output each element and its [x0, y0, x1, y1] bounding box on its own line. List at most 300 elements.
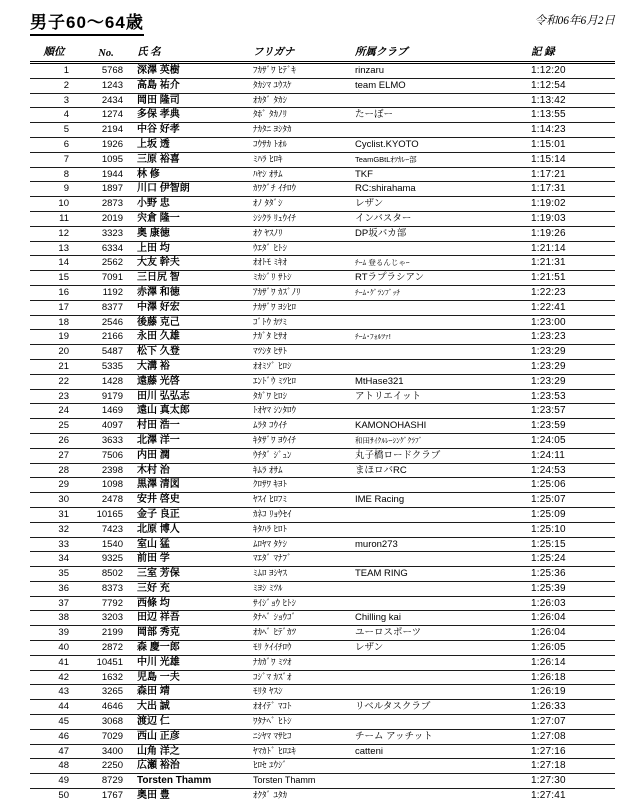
kana-cell: ﾑﾗﾀ ｺｳｲﾁ — [250, 419, 352, 434]
col-header-club: 所属クラブ — [352, 44, 528, 63]
name-cell: 森田 靖 — [134, 685, 250, 700]
no-cell: 5335 — [78, 359, 134, 374]
rank-cell: 44 — [30, 700, 78, 715]
kana-cell: ｻｲｼﾞｮｳ ﾋﾄｼ — [250, 596, 352, 611]
club-cell — [352, 670, 528, 685]
name-cell: 三室 芳保 — [134, 567, 250, 582]
rank-cell: 43 — [30, 685, 78, 700]
name-cell: 金子 良正 — [134, 507, 250, 522]
name-cell: 奥 康徳 — [134, 226, 250, 241]
rank-cell: 12 — [30, 226, 78, 241]
kana-cell: ｱｶｻﾞﾜ ｶｽﾞﾉﾘ — [250, 285, 352, 300]
kana-cell: ｳﾁﾀﾞ ｼﾞｭﾝ — [250, 448, 352, 463]
name-cell: 安井 啓史 — [134, 493, 250, 508]
rank-cell: 4 — [30, 108, 78, 123]
club-cell: Cyclist.KYOTO — [352, 137, 528, 152]
rank-cell: 5 — [30, 123, 78, 138]
club-cell — [352, 774, 528, 789]
name-cell: 遠藤 光啓 — [134, 374, 250, 389]
table-row — [30, 374, 615, 389]
club-cell — [352, 404, 528, 419]
club-cell — [352, 300, 528, 315]
kana-cell: ｴﾝﾄﾞｳ ﾐﾂﾋﾛ — [250, 374, 352, 389]
name-cell: 多保 孝典 — [134, 108, 250, 123]
kana-cell: ﾀﾎﾞ ﾀｶﾉﾘ — [250, 108, 352, 123]
table-row — [30, 137, 615, 152]
page-title: 男子60～64歳 — [30, 8, 144, 36]
table-row — [30, 404, 615, 419]
table-row — [30, 108, 615, 123]
rank-cell: 6 — [30, 137, 78, 152]
kana-cell: ﾀｶﾞﾜ ﾋﾛｼ — [250, 389, 352, 404]
col-header-rank: 順位 — [30, 44, 78, 63]
club-cell: レザン — [352, 197, 528, 212]
rank-cell: 41 — [30, 655, 78, 670]
name-cell: 松下 久登 — [134, 345, 250, 360]
time-cell: 1:23:53 — [528, 389, 615, 404]
table-row — [30, 315, 615, 330]
name-cell: 室山 猛 — [134, 537, 250, 552]
club-cell: まほロバRC — [352, 463, 528, 478]
rank-cell: 23 — [30, 389, 78, 404]
no-cell: 9179 — [78, 389, 134, 404]
kana-cell: ﾌｶｻﾞﾜ ﾋﾃﾞｷ — [250, 63, 352, 79]
rank-cell: 13 — [30, 241, 78, 256]
kana-cell: ｵｶﾀﾞ ﾀｶｼ — [250, 93, 352, 108]
no-cell: 7792 — [78, 596, 134, 611]
club-cell — [352, 759, 528, 774]
kana-cell: ﾔﾏｶﾄﾞ ﾋﾛﾕｷ — [250, 744, 352, 759]
table-header-row — [30, 44, 615, 63]
time-cell: 1:26:03 — [528, 596, 615, 611]
rank-cell: 37 — [30, 596, 78, 611]
name-cell: 川口 伊智朗 — [134, 182, 250, 197]
kana-cell: ｷﾀﾊﾗ ﾋﾛﾄ — [250, 522, 352, 537]
table-row — [30, 478, 615, 493]
club-cell — [352, 241, 528, 256]
kana-cell: ﾏｴﾀﾞ ﾏﾅﾌﾞ — [250, 552, 352, 567]
rank-cell: 25 — [30, 419, 78, 434]
table-row — [30, 300, 615, 315]
table-row — [30, 123, 615, 138]
kana-cell: ｷﾀｻﾞﾜ ﾖｳｲﾁ — [250, 433, 352, 448]
rank-cell: 15 — [30, 271, 78, 286]
club-cell: 和田ｻｲｸﾙﾚｰｼﾝｸﾞｸﾗﾌﾞ — [352, 433, 528, 448]
table-row — [30, 715, 615, 730]
time-cell: 1:27:08 — [528, 729, 615, 744]
time-cell: 1:24:11 — [528, 448, 615, 463]
name-cell: 後藤 克己 — [134, 315, 250, 330]
results-table — [30, 44, 615, 800]
table-row — [30, 670, 615, 685]
kana-cell: ｳｴﾀﾞ ﾋﾄｼ — [250, 241, 352, 256]
no-cell: 3633 — [78, 433, 134, 448]
rank-cell: 39 — [30, 626, 78, 641]
name-cell: 黒澤 清図 — [134, 478, 250, 493]
time-cell: 1:26:14 — [528, 655, 615, 670]
table-row — [30, 419, 615, 434]
table-row — [30, 567, 615, 582]
name-cell: 渡辺 仁 — [134, 715, 250, 730]
club-cell — [352, 596, 528, 611]
club-cell: Chilling kai — [352, 611, 528, 626]
table-row — [30, 63, 615, 79]
kana-cell: ｺｳｻｶ ﾄｵﾙ — [250, 137, 352, 152]
name-cell: 北原 博人 — [134, 522, 250, 537]
table-row — [30, 611, 615, 626]
club-cell: TeamGBtLｵﾂｶﾚｰ部 — [352, 152, 528, 167]
club-cell — [352, 685, 528, 700]
table-row — [30, 493, 615, 508]
club-cell — [352, 789, 528, 800]
name-cell: 西條 均 — [134, 596, 250, 611]
club-cell — [352, 478, 528, 493]
kana-cell: ｵｸ ﾔｽﾉﾘ — [250, 226, 352, 241]
time-cell: 1:15:01 — [528, 137, 615, 152]
name-cell: 宍倉 隆一 — [134, 211, 250, 226]
kana-cell: ﾓﾘ ｹｲｲﾁﾛｳ — [250, 641, 352, 656]
table-row — [30, 271, 615, 286]
table-row — [30, 448, 615, 463]
name-cell: 児島 一夫 — [134, 670, 250, 685]
table-row — [30, 744, 615, 759]
time-cell: 1:13:55 — [528, 108, 615, 123]
name-cell: 上田 均 — [134, 241, 250, 256]
name-cell: 木村 治 — [134, 463, 250, 478]
table-row — [30, 93, 615, 108]
club-cell: MtHase321 — [352, 374, 528, 389]
rank-cell: 29 — [30, 478, 78, 493]
name-cell: 山角 洋之 — [134, 744, 250, 759]
kana-cell: ｺｼﾞﾏ ｶｽﾞｵ — [250, 670, 352, 685]
page-header — [30, 8, 615, 40]
table-row — [30, 626, 615, 641]
no-cell: 1274 — [78, 108, 134, 123]
time-cell: 1:19:03 — [528, 211, 615, 226]
no-cell: 1098 — [78, 478, 134, 493]
time-cell: 1:26:33 — [528, 700, 615, 715]
table-row — [30, 789, 615, 800]
club-cell: ユーロスポーツ — [352, 626, 528, 641]
name-cell: 大溝 裕 — [134, 359, 250, 374]
time-cell: 1:17:21 — [528, 167, 615, 182]
rank-cell: 42 — [30, 670, 78, 685]
no-cell: 4097 — [78, 419, 134, 434]
kana-cell: ﾀﾅﾍﾞ ｼｮｳｺﾞ — [250, 611, 352, 626]
table-row — [30, 774, 615, 789]
name-cell: 中川 光雄 — [134, 655, 250, 670]
event-date: 令和06年6月2日 — [534, 15, 615, 27]
table-row — [30, 507, 615, 522]
rank-cell: 49 — [30, 774, 78, 789]
no-cell: 3068 — [78, 715, 134, 730]
club-cell — [352, 507, 528, 522]
no-cell: 8377 — [78, 300, 134, 315]
club-cell — [352, 359, 528, 374]
no-cell: 2872 — [78, 641, 134, 656]
kana-cell: ｸﾛｻﾜ ｷﾖﾄ — [250, 478, 352, 493]
time-cell: 1:15:14 — [528, 152, 615, 167]
club-cell — [352, 552, 528, 567]
club-cell: ﾁｰﾑ･ｸﾞﾗﾝﾌﾞｯﾁ — [352, 285, 528, 300]
table-row — [30, 759, 615, 774]
club-cell: ﾁｰﾑ 登るんじゃｰ — [352, 256, 528, 271]
kana-cell: ﾀｶｼﾏ ﾕｳｽｹ — [250, 78, 352, 93]
time-cell: 1:25:39 — [528, 581, 615, 596]
no-cell: 2434 — [78, 93, 134, 108]
time-cell: 1:23:59 — [528, 419, 615, 434]
rank-cell: 24 — [30, 404, 78, 419]
time-cell: 1:23:29 — [528, 359, 615, 374]
table-row — [30, 211, 615, 226]
kana-cell: ﾅｶﾀﾆ ﾖｼﾀｶ — [250, 123, 352, 138]
time-cell: 1:27:16 — [528, 744, 615, 759]
name-cell: Torsten Thamm — [134, 774, 250, 789]
no-cell: 1632 — [78, 670, 134, 685]
no-cell: 2478 — [78, 493, 134, 508]
rank-cell: 38 — [30, 611, 78, 626]
time-cell: 1:26:05 — [528, 641, 615, 656]
no-cell: 2250 — [78, 759, 134, 774]
time-cell: 1:23:29 — [528, 374, 615, 389]
name-cell: 森 慶一郎 — [134, 641, 250, 656]
kana-cell: ｶﾈｺ ﾘｮｳｾｲ — [250, 507, 352, 522]
rank-cell: 40 — [30, 641, 78, 656]
name-cell: 三原 裕喜 — [134, 152, 250, 167]
rank-cell: 14 — [30, 256, 78, 271]
no-cell: 8373 — [78, 581, 134, 596]
no-cell: 3323 — [78, 226, 134, 241]
name-cell: 広瀬 裕治 — [134, 759, 250, 774]
name-cell: 中谷 好孝 — [134, 123, 250, 138]
time-cell: 1:23:00 — [528, 315, 615, 330]
name-cell: 内田 潤 — [134, 448, 250, 463]
table-row — [30, 685, 615, 700]
club-cell: 丸子橋ロードクラブ — [352, 448, 528, 463]
no-cell: 1944 — [78, 167, 134, 182]
time-cell: 1:25:15 — [528, 537, 615, 552]
time-cell: 1:23:29 — [528, 345, 615, 360]
time-cell: 1:25:24 — [528, 552, 615, 567]
no-cell: 10451 — [78, 655, 134, 670]
no-cell: 1469 — [78, 404, 134, 419]
kana-cell: ﾅｶｻﾞﾜ ﾖｼﾋﾛ — [250, 300, 352, 315]
rank-cell: 47 — [30, 744, 78, 759]
rank-cell: 50 — [30, 789, 78, 800]
rank-cell: 11 — [30, 211, 78, 226]
no-cell: 10165 — [78, 507, 134, 522]
no-cell: 7423 — [78, 522, 134, 537]
no-cell: 6334 — [78, 241, 134, 256]
time-cell: 1:25:10 — [528, 522, 615, 537]
table-row — [30, 256, 615, 271]
rank-cell: 32 — [30, 522, 78, 537]
table-row — [30, 182, 615, 197]
rank-cell: 34 — [30, 552, 78, 567]
kana-cell: ﾐｶｼﾞﾘ ｻﾄｼ — [250, 271, 352, 286]
no-cell: 7506 — [78, 448, 134, 463]
table-row — [30, 522, 615, 537]
time-cell: 1:19:26 — [528, 226, 615, 241]
club-cell — [352, 522, 528, 537]
rank-cell: 16 — [30, 285, 78, 300]
club-cell: catteni — [352, 744, 528, 759]
table-row — [30, 700, 615, 715]
club-cell — [352, 715, 528, 730]
club-cell: リベルタスクラブ — [352, 700, 528, 715]
kana-cell: ﾔｽｲ ﾋﾛﾌﾐ — [250, 493, 352, 508]
kana-cell: ｺﾞﾄｳ ｶﾂﾐ — [250, 315, 352, 330]
kana-cell: ﾐﾖｼ ﾐﾂﾙ — [250, 581, 352, 596]
name-cell: 北澤 洋一 — [134, 433, 250, 448]
club-cell: muron273 — [352, 537, 528, 552]
time-cell: 1:13:42 — [528, 93, 615, 108]
club-cell: TEAM RING — [352, 567, 528, 582]
name-cell: 永田 久雄 — [134, 330, 250, 345]
time-cell: 1:22:41 — [528, 300, 615, 315]
table-row — [30, 389, 615, 404]
club-cell: DP坂バカ部 — [352, 226, 528, 241]
table-row — [30, 641, 615, 656]
time-cell: 1:21:31 — [528, 256, 615, 271]
club-cell: インバスター — [352, 211, 528, 226]
table-row — [30, 226, 615, 241]
rank-cell: 2 — [30, 78, 78, 93]
time-cell: 1:25:06 — [528, 478, 615, 493]
rank-cell: 33 — [30, 537, 78, 552]
club-cell — [352, 581, 528, 596]
name-cell: 三好 充 — [134, 581, 250, 596]
kana-cell: ｵｶﾍﾞ ﾋﾃﾞｶﾂ — [250, 626, 352, 641]
col-header-record: 記 録 — [528, 44, 615, 63]
time-cell: 1:12:20 — [528, 63, 615, 79]
col-header-furigana: フリガナ — [250, 44, 352, 63]
club-cell: TKF — [352, 167, 528, 182]
time-cell: 1:24:05 — [528, 433, 615, 448]
club-cell: たーぼー — [352, 108, 528, 123]
rank-cell: 26 — [30, 433, 78, 448]
rank-cell: 9 — [30, 182, 78, 197]
table-row — [30, 581, 615, 596]
name-cell: 西山 正彦 — [134, 729, 250, 744]
club-cell — [352, 655, 528, 670]
time-cell: 1:25:09 — [528, 507, 615, 522]
time-cell: 1:27:07 — [528, 715, 615, 730]
time-cell: 1:22:23 — [528, 285, 615, 300]
club-cell: RTラプラシアン — [352, 271, 528, 286]
no-cell: 8729 — [78, 774, 134, 789]
club-cell — [352, 123, 528, 138]
table-row — [30, 345, 615, 360]
no-cell: 2546 — [78, 315, 134, 330]
no-cell: 2166 — [78, 330, 134, 345]
kana-cell: ｶﾜｸﾞﾁ ｲﾁﾛｳ — [250, 182, 352, 197]
name-cell: 村田 浩一 — [134, 419, 250, 434]
rank-cell: 10 — [30, 197, 78, 212]
rank-cell: 45 — [30, 715, 78, 730]
no-cell: 1926 — [78, 137, 134, 152]
col-header-no: No. — [78, 44, 134, 63]
name-cell: 田川 弘弘志 — [134, 389, 250, 404]
no-cell: 2398 — [78, 463, 134, 478]
name-cell: 高島 祐介 — [134, 78, 250, 93]
kana-cell: ﾆｼﾔﾏ ﾏｻﾋｺ — [250, 729, 352, 744]
time-cell: 1:23:57 — [528, 404, 615, 419]
no-cell: 2873 — [78, 197, 134, 212]
kana-cell: ﾜﾀﾅﾍﾞ ﾋﾄｼ — [250, 715, 352, 730]
table-row — [30, 285, 615, 300]
no-cell: 7091 — [78, 271, 134, 286]
time-cell: 1:27:30 — [528, 774, 615, 789]
no-cell: 2562 — [78, 256, 134, 271]
table-row — [30, 729, 615, 744]
table-row — [30, 167, 615, 182]
rank-cell: 27 — [30, 448, 78, 463]
club-cell: レザン — [352, 641, 528, 656]
time-cell: 1:21:14 — [528, 241, 615, 256]
time-cell: 1:21:51 — [528, 271, 615, 286]
kana-cell: ﾄｵﾔﾏ ｼﾝﾀﾛｳ — [250, 404, 352, 419]
rank-cell: 22 — [30, 374, 78, 389]
rank-cell: 19 — [30, 330, 78, 345]
no-cell: 1428 — [78, 374, 134, 389]
club-cell: ﾁｰﾑ･ﾌｫﾙﾂｧ! — [352, 330, 528, 345]
kana-cell: ｵｵﾐｿﾞ ﾋﾛｼ — [250, 359, 352, 374]
no-cell: 1095 — [78, 152, 134, 167]
kana-cell: Torsten Thamm — [250, 774, 352, 789]
kana-cell: ﾏﾂｼﾀ ﾋｻﾄ — [250, 345, 352, 360]
name-cell: 大友 幹夫 — [134, 256, 250, 271]
time-cell: 1:23:23 — [528, 330, 615, 345]
club-cell — [352, 315, 528, 330]
rank-cell: 8 — [30, 167, 78, 182]
rank-cell: 36 — [30, 581, 78, 596]
time-cell: 1:27:18 — [528, 759, 615, 774]
results-table-body — [30, 63, 615, 800]
kana-cell: ﾐﾑﾛ ﾖｼﾔｽ — [250, 567, 352, 582]
club-cell: IME Racing — [352, 493, 528, 508]
kana-cell: ｵｸﾀﾞ ﾕﾀｶ — [250, 789, 352, 800]
time-cell: 1:25:36 — [528, 567, 615, 582]
time-cell: 1:25:07 — [528, 493, 615, 508]
rank-cell: 3 — [30, 93, 78, 108]
table-row — [30, 433, 615, 448]
rank-cell: 17 — [30, 300, 78, 315]
no-cell: 9325 — [78, 552, 134, 567]
name-cell: 三日尻 智 — [134, 271, 250, 286]
time-cell: 1:26:19 — [528, 685, 615, 700]
name-cell: 遠山 真太郎 — [134, 404, 250, 419]
name-cell: 岡田 隆司 — [134, 93, 250, 108]
rank-cell: 20 — [30, 345, 78, 360]
time-cell: 1:14:23 — [528, 123, 615, 138]
time-cell: 1:17:31 — [528, 182, 615, 197]
rank-cell: 18 — [30, 315, 78, 330]
kana-cell: ｵｵﾄﾓ ﾐｷｵ — [250, 256, 352, 271]
table-row — [30, 78, 615, 93]
table-row — [30, 330, 615, 345]
table-row — [30, 152, 615, 167]
name-cell: 前田 学 — [134, 552, 250, 567]
no-cell: 1540 — [78, 537, 134, 552]
rank-cell: 7 — [30, 152, 78, 167]
table-row — [30, 359, 615, 374]
rank-cell: 46 — [30, 729, 78, 744]
table-row — [30, 596, 615, 611]
kana-cell: ﾑﾛﾔﾏ ﾀｹｼ — [250, 537, 352, 552]
time-cell: 1:19:02 — [528, 197, 615, 212]
rank-cell: 35 — [30, 567, 78, 582]
